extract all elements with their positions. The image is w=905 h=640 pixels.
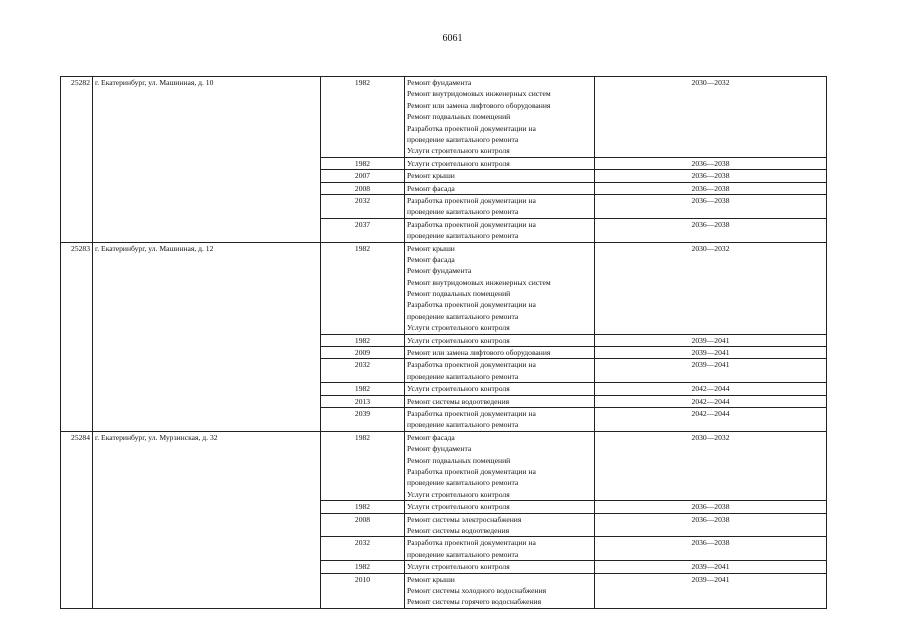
work-type-line: Ремонт крыши xyxy=(407,574,455,584)
work-types-cell xyxy=(405,573,595,608)
year-cell: 2007 xyxy=(321,170,405,182)
planned-period-cell: 2039—2041 xyxy=(595,359,827,383)
capital-repair-table xyxy=(60,76,827,609)
year-cell: 2008 xyxy=(321,513,405,537)
work-type-line: Разработка проектной документации на xyxy=(407,360,536,370)
year-cell: 2010 xyxy=(321,573,405,608)
year-cell: 1982 xyxy=(321,157,405,169)
table-row xyxy=(61,77,827,158)
work-types-cell xyxy=(405,359,595,383)
work-type-line: Ремонт внутридомовых инженерных систем xyxy=(407,89,551,99)
year-cell: 2032 xyxy=(321,537,405,561)
work-type-line: Разработка проектной документации на xyxy=(407,467,536,476)
work-types-cell xyxy=(405,157,595,169)
work-type-line: Услуги строительного контроля xyxy=(407,158,510,168)
work-type-line: Ремонт подвальных помещений xyxy=(407,455,511,465)
planned-period-cell: 2039—2041 xyxy=(595,347,827,359)
planned-period-cell: 2042—2044 xyxy=(595,383,827,395)
building-number-cell: 25283 xyxy=(61,242,93,431)
year-cell: 1982 xyxy=(321,242,405,334)
year-cell: 2032 xyxy=(321,194,405,218)
year-cell: 1982 xyxy=(321,501,405,513)
work-type-line: Ремонт фундамента xyxy=(407,266,472,276)
planned-period-cell: 2030—2032 xyxy=(595,431,827,500)
work-type-line: Ремонт фундамента xyxy=(407,78,472,87)
work-type-line: Ремонт крыши xyxy=(407,171,455,181)
work-types-cell xyxy=(405,218,595,242)
building-address-cell: г. Екатеринбург, ул. Мурзинская, д. 32 xyxy=(93,431,321,608)
planned-period-cell: 2036—2038 xyxy=(595,182,827,194)
work-types-cell xyxy=(405,182,595,194)
planned-period-cell: 2036—2038 xyxy=(595,218,827,242)
planned-period-cell: 2039—2041 xyxy=(595,573,827,608)
planned-period-cell: 2036—2038 xyxy=(595,157,827,169)
work-type-line: Ремонт фасада xyxy=(407,432,455,442)
work-type-line: проведение капитального ремонта xyxy=(407,478,519,488)
year-cell: 2037 xyxy=(321,218,405,242)
work-type-line: Услуги строительного контроля xyxy=(407,146,510,156)
work-type-line: проведение капитального ремонта xyxy=(407,207,519,217)
work-type-line: Ремонт системы горячего водоснабжения xyxy=(407,597,542,607)
work-type-line: Ремонт системы холодного водоснабжения xyxy=(407,585,547,595)
work-types-cell xyxy=(405,194,595,218)
table-body xyxy=(61,77,827,609)
planned-period-cell: 2042—2044 xyxy=(595,395,827,407)
building-number-cell: 25282 xyxy=(61,77,93,243)
work-type-line: Ремонт системы водоотведения xyxy=(407,396,510,406)
year-cell: 2009 xyxy=(321,347,405,359)
work-types-cell xyxy=(405,334,595,346)
planned-period-cell: 2030—2032 xyxy=(595,77,827,158)
year-cell: 1982 xyxy=(321,431,405,500)
work-type-line: Разработка проектной документации на xyxy=(407,538,536,548)
building-number-cell: 25284 xyxy=(61,431,93,608)
work-type-line: Услуги строительного контроля xyxy=(407,562,510,572)
work-type-line: Ремонт фасада xyxy=(407,183,455,193)
work-types-cell xyxy=(405,395,595,407)
work-type-line: Разработка проектной документации на xyxy=(407,123,536,133)
planned-period-cell: 2036—2038 xyxy=(595,170,827,182)
work-type-line: Услуги строительного контроля xyxy=(407,323,510,333)
planned-period-cell: 2036—2038 xyxy=(595,537,827,561)
work-type-line: проведение капитального ремонта xyxy=(407,134,519,144)
work-type-line: Услуги строительного контроля xyxy=(407,489,510,499)
planned-period-cell: 2039—2041 xyxy=(595,561,827,573)
work-types-cell xyxy=(405,561,595,573)
planned-period-cell: 2030—2032 xyxy=(595,242,827,334)
work-type-line: Разработка проектной документации на xyxy=(407,219,536,229)
planned-period-cell: 2036—2038 xyxy=(595,501,827,513)
work-type-line: проведение капитального ремонта xyxy=(407,311,519,321)
work-types-cell xyxy=(405,347,595,359)
year-cell: 2013 xyxy=(321,395,405,407)
work-type-line: Ремонт или замена лифтового оборудования xyxy=(407,348,551,358)
building-address-cell: г. Екатеринбург, ул. Машинная, д. 12 xyxy=(93,242,321,431)
work-type-line: Ремонт подвальных помещений xyxy=(407,112,511,122)
work-types-cell xyxy=(405,537,595,561)
year-cell: 1982 xyxy=(321,77,405,158)
work-type-line: Разработка проектной документации на xyxy=(407,409,536,419)
work-types-cell xyxy=(405,408,595,432)
planned-period-cell: 2036—2038 xyxy=(595,513,827,537)
work-types-cell xyxy=(405,242,595,334)
work-types-cell xyxy=(405,501,595,513)
work-type-line: Ремонт подвальных помещений xyxy=(407,289,511,299)
table-row xyxy=(61,431,827,500)
work-types-cell xyxy=(405,513,595,537)
work-type-line: Разработка проектной документации на xyxy=(407,300,536,310)
year-cell: 1982 xyxy=(321,334,405,346)
year-cell: 1982 xyxy=(321,561,405,573)
work-type-line: проведение капитального ремонта xyxy=(407,371,519,381)
work-type-line: Ремонт системы электроснабжения xyxy=(407,514,522,524)
work-types-cell xyxy=(405,431,595,500)
building-address-cell: г. Екатеринбург, ул. Машинная, д. 10 xyxy=(93,77,321,243)
work-type-line: проведение капитального ремонта xyxy=(407,420,519,430)
year-cell: 2039 xyxy=(321,408,405,432)
work-type-line: Ремонт крыши xyxy=(407,243,455,253)
year-cell: 1982 xyxy=(321,383,405,395)
work-type-line: Ремонт фасада xyxy=(407,254,455,264)
work-type-line: Услуги строительного контроля xyxy=(407,502,510,512)
planned-period-cell: 2036—2038 xyxy=(595,194,827,218)
page-number: 6061 xyxy=(442,33,463,44)
work-types-cell xyxy=(405,383,595,395)
work-types-cell xyxy=(405,170,595,182)
year-cell: 2032 xyxy=(321,359,405,383)
table-row xyxy=(61,242,827,334)
work-type-line: Ремонт внутридомовых инженерных систем xyxy=(407,277,551,287)
work-type-line: Разработка проектной документации на xyxy=(407,195,536,205)
work-type-line: Ремонт фундамента xyxy=(407,444,472,454)
planned-period-cell: 2042—2044 xyxy=(595,408,827,432)
work-type-line: Услуги строительного контроля xyxy=(407,335,510,345)
work-type-line: проведение капитального ремонта xyxy=(407,231,519,241)
work-type-line: Ремонт системы водоотведения xyxy=(407,525,510,535)
year-cell: 2008 xyxy=(321,182,405,194)
work-type-line: проведение капитального ремонта xyxy=(407,549,519,559)
planned-period-cell: 2039—2041 xyxy=(595,334,827,346)
work-types-cell xyxy=(405,77,595,158)
work-type-line: Услуги строительного контроля xyxy=(407,384,510,394)
work-type-line: Ремонт или замена лифтового оборудования xyxy=(407,100,551,110)
